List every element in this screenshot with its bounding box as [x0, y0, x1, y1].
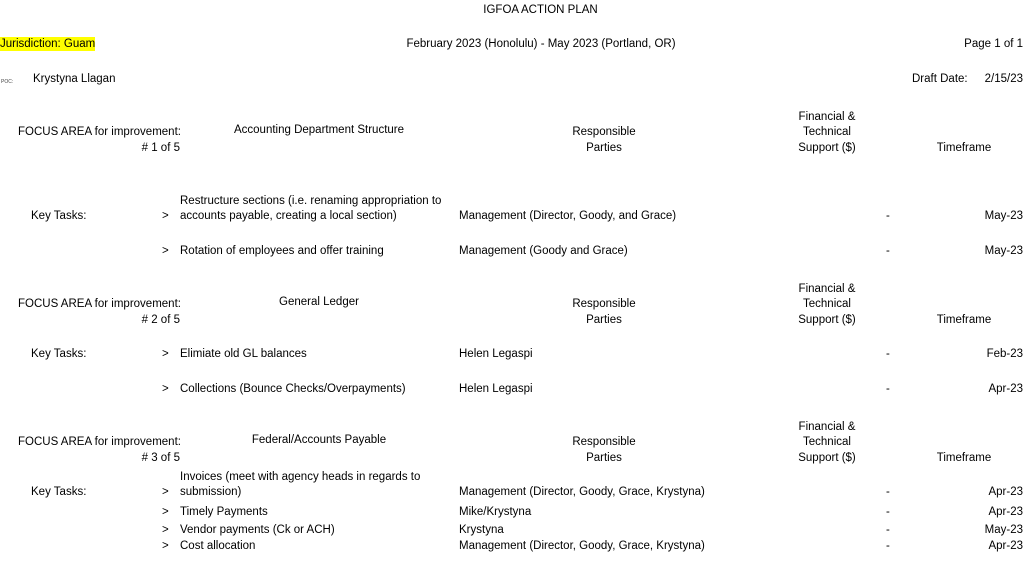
responsible-party: Management (Director, Goody, Grace, Krystyna)	[459, 486, 705, 498]
focus-title: Accounting Department Structure	[233, 124, 405, 136]
draft-date-label: Draft Date:	[912, 73, 968, 85]
bullet: >	[162, 348, 169, 360]
bullet: >	[162, 245, 169, 257]
task-text: Timely Payments	[180, 506, 268, 518]
task-text-2: submission)	[180, 486, 242, 498]
bullet: >	[162, 506, 169, 518]
bullet: >	[162, 383, 169, 395]
financial-header-3: Support ($)	[798, 142, 856, 154]
focus-number: # 3 of 5	[141, 452, 180, 464]
financial-header-2: Technical	[803, 298, 851, 310]
support-value: -	[886, 540, 890, 552]
support-value: -	[886, 245, 890, 257]
focus-number: # 1 of 5	[141, 142, 180, 154]
responsible-header-2: Parties	[586, 142, 622, 154]
task-text: Vendor payments (Ck or ACH)	[180, 524, 335, 536]
financial-header: Financial &	[798, 111, 856, 123]
jurisdiction: Jurisdiction: Guam	[0, 38, 96, 50]
task-text: Elimiate old GL balances	[180, 348, 307, 360]
key-tasks-label: Key Tasks:	[31, 348, 87, 360]
responsible-party: Krystyna	[459, 524, 504, 536]
focus-title: General Ledger	[279, 296, 359, 308]
timeframe-value: Feb-23	[986, 348, 1023, 360]
support-value: -	[886, 383, 890, 395]
financial-header-2: Technical	[803, 436, 851, 448]
task-text: Collections (Bounce Checks/Overpayments)	[180, 383, 406, 395]
timeframe-value: Apr-23	[988, 506, 1023, 518]
responsible-party: Management (Goody and Grace)	[459, 245, 628, 257]
focus-title: Federal/Accounts Payable	[251, 434, 387, 446]
timeframe-value: May-23	[984, 245, 1023, 257]
bullet: >	[162, 486, 169, 498]
bullet: >	[162, 540, 169, 552]
financial-header: Financial &	[798, 421, 856, 433]
focus-label: FOCUS AREA for improvement:	[18, 436, 181, 448]
support-value: -	[886, 486, 890, 498]
focus-number: # 2 of 5	[141, 314, 180, 326]
bullet: >	[162, 210, 169, 222]
page-title: IGFOA ACTION PLAN	[483, 4, 598, 16]
support-value: -	[886, 506, 890, 518]
bullet: >	[162, 524, 169, 536]
task-text-2: accounts payable, creating a local section)	[180, 210, 397, 222]
poc-name: Krystyna Llagan	[33, 73, 116, 85]
draft-date: 2/15/23	[984, 73, 1023, 85]
key-tasks-label: Key Tasks:	[31, 486, 87, 498]
responsible-party: Mike/Krystyna	[459, 506, 532, 518]
task-text: Invoices (meet with agency heads in regards to	[180, 471, 421, 483]
responsible-header-2: Parties	[586, 314, 622, 326]
key-tasks-label: Key Tasks:	[31, 210, 87, 222]
focus-label: FOCUS AREA for improvement:	[18, 126, 181, 138]
timeframe-value: May-23	[984, 210, 1023, 222]
timeframe-header: Timeframe	[936, 314, 992, 326]
responsible-header: Responsible	[572, 436, 636, 448]
financial-header: Financial &	[798, 283, 856, 295]
support-value: -	[886, 210, 890, 222]
timeframe-header: Timeframe	[936, 452, 992, 464]
responsible-header: Responsible	[572, 298, 636, 310]
responsible-header: Responsible	[572, 126, 636, 138]
responsible-party: Management (Director, Goody, Grace, Krystyna)	[459, 540, 705, 552]
timeframe-value: Apr-23	[988, 383, 1023, 395]
financial-header-2: Technical	[803, 126, 851, 138]
support-value: -	[886, 524, 890, 536]
timeframe-value: May-23	[984, 524, 1023, 536]
timeframe-value: Apr-23	[988, 486, 1023, 498]
page-number: Page 1 of 1	[964, 38, 1023, 50]
responsible-party: Helen Legaspi	[459, 383, 533, 395]
task-text: Cost allocation	[180, 540, 256, 552]
timeframe-value: Apr-23	[988, 540, 1023, 552]
financial-header-3: Support ($)	[798, 452, 856, 464]
task-text: Rotation of employees and offer training	[180, 245, 384, 257]
timeframe-header: Timeframe	[936, 142, 992, 154]
financial-header-3: Support ($)	[798, 314, 856, 326]
focus-label: FOCUS AREA for improvement:	[18, 298, 181, 310]
responsible-party: Helen Legaspi	[459, 348, 533, 360]
responsible-party: Management (Director, Goody, and Grace)	[459, 210, 677, 222]
task-text: Restructure sections (i.e. renaming appropriation to	[180, 195, 442, 207]
support-value: -	[886, 348, 890, 360]
plan-period: February 2023 (Honolulu) - May 2023 (Portland, OR)	[406, 38, 676, 50]
responsible-header-2: Parties	[586, 452, 622, 464]
poc-label: POC:	[1, 79, 14, 85]
